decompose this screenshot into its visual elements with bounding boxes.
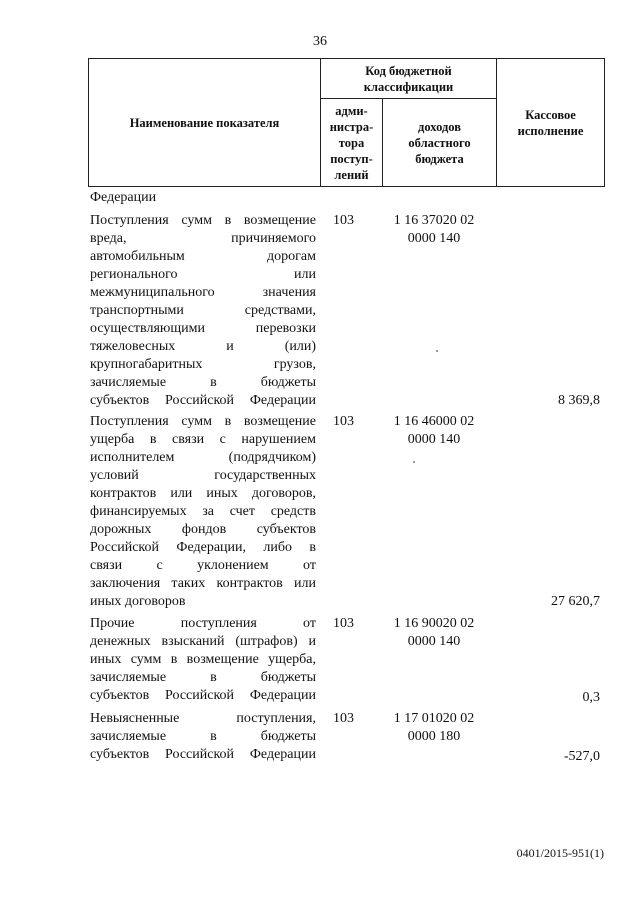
document-footer-code: 0401/2015-951(1) — [516, 846, 604, 860]
name-line: контрактов или иных договоров, — [90, 486, 316, 501]
code-line: 1 16 37020 02 — [393, 213, 475, 228]
name-line: субъектов Российской Федерации — [90, 747, 316, 762]
header-name-column: Наименование показателя — [89, 59, 321, 187]
name-line: дорожных фондов субъектов — [90, 522, 316, 537]
name-line: иных договоров — [90, 594, 186, 609]
name-line: Поступления сумм в возмещение — [90, 213, 316, 228]
row-budget-code — [378, 615, 490, 651]
header-code-line: Код бюджетной — [365, 63, 452, 78]
name-line: субъектов Российской Федерации — [90, 393, 316, 408]
scan-speck — [436, 350, 438, 352]
name-line: денежных взысканий (штрафов) и — [90, 634, 316, 649]
carryover-text: Федерации — [90, 190, 157, 205]
name-line: зачисляемые в бюджеты — [90, 729, 316, 744]
name-line: заключения таких контрактов или — [90, 576, 316, 591]
header-income-line: доходов — [418, 119, 461, 134]
row-amount: -527,0 — [563, 749, 600, 764]
row-amount: 27 620,7 — [551, 594, 600, 609]
name-line: субъектов Российской Федерации — [90, 688, 316, 703]
header-income-line: бюджета — [415, 151, 464, 166]
row-admin-code: 103 — [333, 616, 354, 631]
name-line: исполнителем (подрядчиком) — [90, 450, 316, 465]
name-line: вреда, причиняемого — [90, 231, 316, 246]
header-execution-line: Кассовое — [525, 107, 576, 122]
name-line: Прочие поступления от — [90, 616, 316, 631]
row-indicator-name — [90, 413, 316, 611]
name-line: тяжеловесных и (или) — [90, 339, 316, 354]
header-admin-line: нистра- — [329, 119, 374, 134]
code-line: 0000 180 — [407, 729, 461, 744]
name-line: связи с уклонением от — [90, 558, 316, 573]
page-number: 36 — [313, 34, 327, 49]
code-line: 0000 140 — [407, 432, 461, 447]
name-line: регионального или — [90, 267, 316, 282]
header-income-column — [383, 99, 497, 187]
row-admin-code: 103 — [333, 213, 354, 228]
row-admin-code: 103 — [333, 711, 354, 726]
header-execution-column — [497, 59, 605, 187]
name-line: автомобильным дорогам — [90, 249, 316, 264]
row-budget-code — [378, 413, 490, 449]
name-line: осуществляющими перевозки — [90, 321, 316, 336]
header-admin-line: поступ- — [330, 151, 373, 166]
row-indicator-name — [90, 710, 316, 764]
name-line: Невыясненные поступления, — [90, 711, 316, 726]
header-admin-line: тора — [338, 135, 365, 150]
row-budget-code — [378, 710, 490, 746]
name-line: Российской Федерации, либо в — [90, 540, 316, 555]
code-line: 0000 140 — [407, 231, 461, 246]
name-line: крупногабаритных грузов, — [90, 357, 316, 372]
header-admin-line: адми- — [335, 103, 368, 118]
name-line: условий государственных — [90, 468, 316, 483]
row-indicator-name — [90, 212, 316, 410]
header-code-line: классификации — [363, 79, 454, 94]
header-income-line: областного — [408, 135, 471, 150]
code-line: 1 16 90020 02 — [393, 616, 475, 631]
row-amount: 8 369,8 — [558, 393, 600, 408]
code-line: 1 17 01020 02 — [393, 711, 475, 726]
name-line: межмуниципального значения — [90, 285, 316, 300]
name-line: транспортными средствами, — [90, 303, 316, 318]
name-line: ущерба в связи с нарушением — [90, 432, 316, 447]
name-line: зачисляемые в бюджеты — [90, 670, 316, 685]
table-header — [88, 58, 605, 187]
header-code-group — [321, 59, 497, 99]
code-line: 0000 140 — [407, 634, 461, 649]
name-line: Поступления сумм в возмещение — [90, 414, 316, 429]
row-budget-code — [378, 212, 490, 248]
row-amount: 0,3 — [582, 690, 600, 705]
name-line: иных сумм в возмещение ущерба, — [90, 652, 316, 667]
code-line: 1 16 46000 02 — [393, 414, 475, 429]
row-indicator-name — [90, 615, 316, 705]
scan-speck — [413, 461, 415, 463]
header-admin-line: лений — [334, 167, 369, 182]
name-line: финансируемых за счет средств — [90, 504, 316, 519]
name-line: зачисляемые в бюджеты — [90, 375, 316, 390]
header-admin-column — [321, 99, 383, 187]
row-admin-code: 103 — [333, 414, 354, 429]
header-execution-line: исполнение — [517, 123, 584, 138]
